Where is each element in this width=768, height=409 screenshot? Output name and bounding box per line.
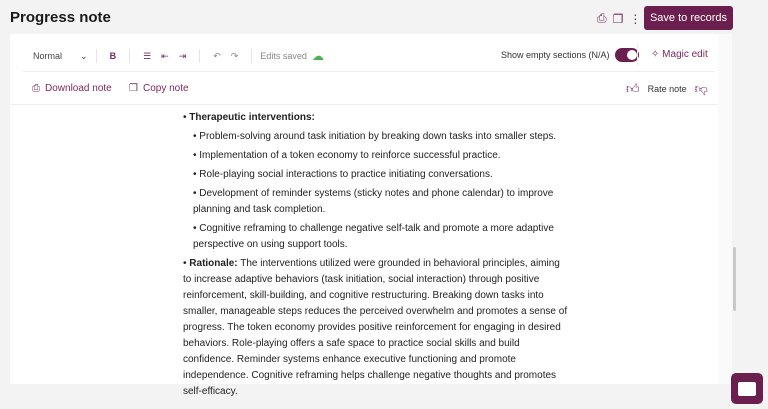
thumbs-down-icon[interactable]: 👎︎ [694,81,708,96]
list-item: • Role-playing social interactions to practice initiating conversations. [193,167,568,183]
show-empty-toggle[interactable] [615,48,639,62]
bold-button[interactable]: B [109,51,117,61]
rationale-heading: Rationale: [189,258,238,269]
outdent-icon[interactable]: ⇤ [161,50,169,61]
interventions-list [193,129,568,253]
style-select[interactable]: Normal [33,51,63,61]
scrollbar-thumb[interactable] [733,247,736,311]
chat-button[interactable] [731,373,763,404]
chat-bubble-icon [738,382,756,396]
page-title: Progress note [10,9,111,26]
cloud-check-icon: ☁ [311,49,324,63]
bullet-list-icon[interactable]: ☰ [143,50,152,61]
magic-edit-label: Magic edit [662,49,708,60]
save-to-records-button[interactable]: Save to records [644,6,733,30]
redo-icon[interactable]: ↷ [230,50,239,61]
rate-note-label: Rate note [647,84,687,94]
show-empty-label: Show empty sections (N/A) [501,50,610,60]
download-icon: ⎙ [32,83,40,94]
undo-icon[interactable]: ↶ [213,50,221,61]
thumbs-up-icon[interactable]: 👍︎ [626,81,640,96]
list-item: • Implementation of a token economy to reinforce successful practice. [193,148,568,164]
download-label: Download note [45,83,112,94]
download-note-button[interactable] [32,83,112,94]
indent-icon[interactable]: ⇥ [178,50,187,61]
list-item: • Development of reminder systems (sticky notes and phone calendar) to improve planning and task completion. [193,186,568,218]
copy-icon[interactable]: ❐ [612,11,624,26]
copy-note-button[interactable] [129,83,189,94]
more-vertical-icon[interactable]: ⋮ [629,11,642,26]
scrollbar-track[interactable] [718,34,732,384]
save-status: Edits saved [260,51,307,61]
divider [23,71,715,72]
divider [129,49,130,63]
copy-icon: ❐ [129,83,138,94]
magic-edit-button[interactable] [651,49,708,60]
note-content[interactable] [183,110,568,400]
divider [10,104,718,105]
magic-wand-icon: ✧ [651,49,663,60]
divider [199,49,200,63]
list-item: • Cognitive reframing to challenge negative self-talk and promote a more adaptive perspective on using support tools. [193,221,568,253]
download-icon[interactable]: ⎙ [597,11,607,25]
divider [96,49,97,63]
interventions-heading: Therapeutic interventions: [189,112,315,123]
divider [251,49,252,63]
rationale-paragraph [183,256,568,400]
rationale-text: The interventions utilized were grounded in behavioral principles, aiming to increase adaptive behaviors (task initiation, social interaction) through positive reinforcement, skill-building, and cognitive restructuring. Breaking down tasks into smaller, manageable steps reduces the perceived overwhelm and promotes a sense of progress. The token economy provides positive reinforcement for engaging in desired behaviors. Role-playing offers a safe space to practice social skills and build confidence. Reminder systems enhance executive functioning and promote independence. Cognitive reframing helps challenge negative thoughts and promotes self-efficacy. [183,258,568,397]
chevron-down-icon[interactable]: ⌄ [80,50,88,61]
divider [637,44,638,66]
copy-label: Copy note [142,83,189,94]
list-item: • Problem-solving around task initiation by breaking down tasks into smaller steps. [193,129,568,145]
